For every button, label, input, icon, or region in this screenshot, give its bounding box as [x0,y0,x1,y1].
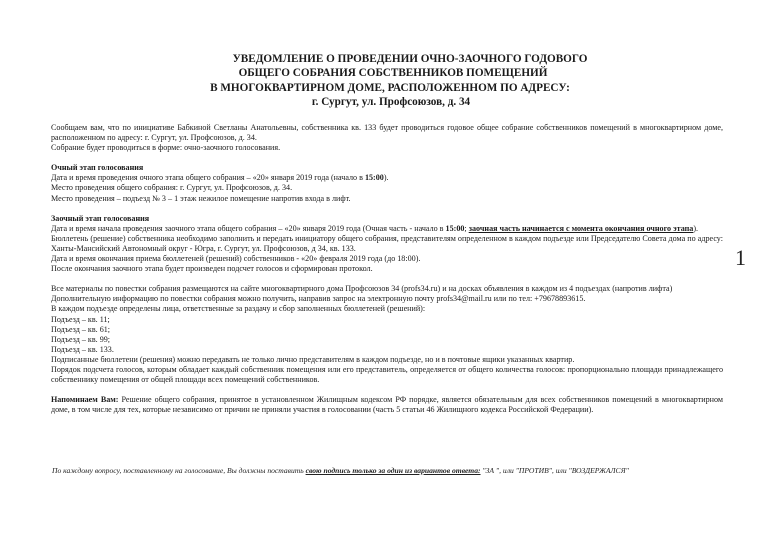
entrance-item: Подъезд – кв. 133. [51,344,114,354]
footnote-options: "ЗА ", или "ПРОТИВ", или "ВОЗДЕРЖАЛСЯ" [480,466,629,475]
ballot-instructions: Бюллетень (решение) собственника необходимо заполнить и передать инициатору общего собрания, представителям определенном в каждом подъезде или Председателю Совета дома по адресу: Ханты-Мансийский Автономный округ - Югра, г. Сургут, ул. Профсоюзов, д 34, кв. 133. [51,233,723,253]
reminder-label: Напоминаем Вам: [51,395,119,405]
in-person-date-text: Дата и время проведения очного этапа общего собрания – «20» января 2019 года (начало в [51,173,365,183]
in-person-heading: Очный этап голосования [51,163,144,173]
title-line-2: ОБЩЕГО СОБРАНИЯ СОБСТВЕННИКОВ ПОМЕЩЕНИЙ [238,67,548,80]
absentee-start-suffix: ). [693,223,699,233]
reminder-text: Решение общего собрания, принятое в установленном Жилищным кодексом РФ порядке, является обязательным для всех собственников помещений в многоквартирном доме, в том числе для тех, которые независимо от причин не приняли участия в голосовании (часть 5 статьи 46 Жилищного кодекса Российской Федерации). [51,395,723,415]
in-person-date [51,173,723,183]
responsible-persons: В каждом подъезде определены лица, ответственные за раздачу и сбор заполненных бюллетеней (решений): [51,304,426,314]
entrance-item: Подъезд – кв. 11; [51,314,110,324]
in-person-start-time: 15:00 [364,173,384,183]
materials-contact: Дополнительную информацию по повестки собрания можно получить, направив запрос на электронную почту profs34@mail.ru или по тел: +79678893615. [51,294,586,304]
meeting-form: Собрание будет проводиться в форме: очно-заочного голосования. [51,143,281,153]
absentee-start-note: заочная часть начинается с момента окончания очного этапа [468,223,694,233]
document-title [0,52,768,110]
in-person-date-suffix: ). [383,173,389,183]
absentee-heading: Заочный этап голосования [51,213,150,223]
materials-site: Все материалы по повестки собрания размещаются на сайте многоквартирного дома Профсоюзов 34 (profs34.ru) и на досках объявления в каждом из 4 подъездах (напротив лифта) [51,284,673,294]
entrance-item: Подъезд – кв. 61; [51,324,111,334]
vote-counting: Порядок подсчета голосов, которым обладает каждый собственник помещения или его представитель, определяется от общего количества голосов: пропорционально площади принадлежащего собственнику помещения от общей площади всех помещений собственников. [51,364,723,385]
absentee-start-time: 15:00 [445,223,465,233]
absentee-sep: ; [464,223,469,233]
absentee-after: После окончания заочного этапа будет произведен подсчет голосов и сформирован протокол. [51,264,373,274]
absentee-start [51,224,723,234]
signed-ballots: Подписанные бюллетени (решения) можно передавать не только лично представителям в каждом подъезде, но и в почтовые ящики указанных квартир. [51,354,575,364]
footnote-emphasis: свою подпись только за один из вариантов ответа: [305,466,481,475]
in-person-place: Место проведения общего собрания: г. Сургут, ул. Профсоюзов, д. 34. [51,183,293,193]
title-line-3: В МНОГОКВАРТИРНОМ ДОМЕ, РАСПОЛОЖЕННОМ ПО АДРЕСУ: [210,81,570,94]
footnote-prefix: По каждому вопросу, поставленному на голосование, Вы должны поставить [52,466,306,475]
voting-footnote [52,466,732,475]
page-number: 1 [735,245,746,270]
in-person-room: Место проведения – подъезд № 3 – 1 этаж нежилое помещение напротив входа в лифт. [51,193,351,203]
entrance-item: Подъезд – кв. 99; [51,334,111,344]
title-address: г. Сургут, ул. Профсоюзов, д. 34 [311,96,471,109]
title-line-1: УВЕДОМЛЕНИЕ О ПРОВЕДЕНИИ ОЧНО-ЗАОЧНОГО ГОДОВОГО [232,53,588,65]
intro-paragraph: Сообщаем вам, что по инициативе Бабкиной Светланы Анатольевны, собственника кв. 133 будет проводиться годовое общее собрание собственников помещений в многоквартирном доме, расположенном по адресу: г. Сургут, ул. Профсоюзов, д. 34. [51,123,723,143]
absentee-end-date: Дата и время окончания приема бюллетеней (решений) собственников - «20» февраля 2019 года (до 18:00). [51,254,421,264]
reminder [51,395,723,415]
document-body [51,123,723,415]
absentee-start-text: Дата и время начала проведения заочного этапа общего собрания – «20» января 2019 года (Очная часть - начало в [51,223,446,233]
